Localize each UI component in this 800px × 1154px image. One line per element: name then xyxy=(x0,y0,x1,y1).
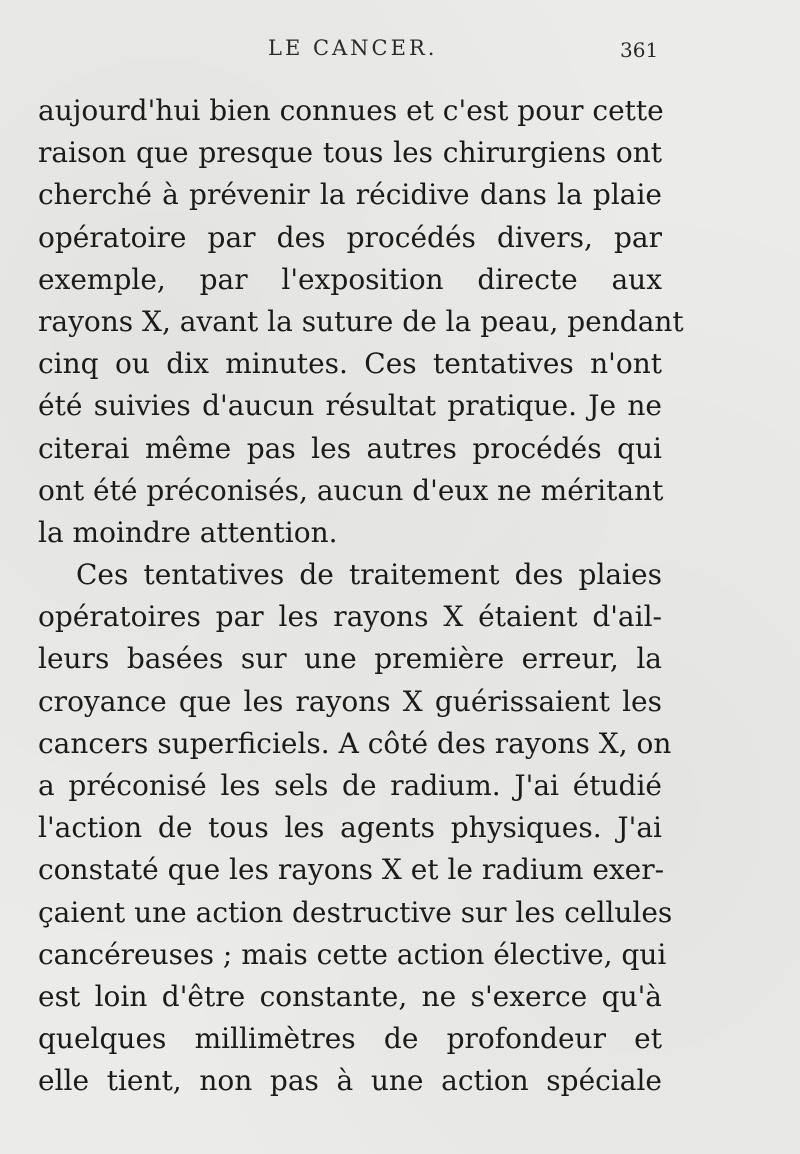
text-line: cancéreuses ; mais cette action élective, qui xyxy=(38,937,667,971)
text-line: opératoire par des procédés divers, par xyxy=(38,220,662,254)
text-line: exemple, par l'exposition directe aux xyxy=(38,262,662,296)
running-head xyxy=(0,36,800,66)
text-line: cinq ou dix minutes. Ces tentatives n'ont xyxy=(38,347,662,381)
text-line: été suivies d'aucun résultat pratique. Je ne xyxy=(38,389,662,423)
text-line: ont été préconisés, aucun d'eux ne méritant xyxy=(38,473,664,507)
text-line: opératoires par les rayons X étaient d'ail- xyxy=(38,600,662,634)
running-title: LE CANCER. xyxy=(268,36,438,60)
text-line: leurs basées sur une première erreur, la xyxy=(38,642,662,676)
text-line: a préconisé les sels de radium. J'ai étudié xyxy=(38,769,662,802)
text-line: croyance que les rayons X guérissaient les xyxy=(38,684,662,718)
body-text xyxy=(38,90,684,1103)
text-line: çaient une action destructive sur les cellules xyxy=(38,895,673,929)
text-line: Ces tentatives de traitement des plaies xyxy=(76,558,662,592)
page-number: 361 xyxy=(620,38,659,62)
text-line: l'action de tous les agents physiques. J'ai xyxy=(38,811,662,845)
text-line: cancers superficiels. A côté des rayons X, on xyxy=(38,726,672,760)
paragraph-2 xyxy=(38,554,673,1102)
text-line: raison que presque tous les chirurgiens ont xyxy=(38,136,662,170)
text-line: aujourd'hui bien connues et c'est pour cette xyxy=(38,94,664,127)
text-line: elle tient, non pas à une action spéciale xyxy=(38,1064,662,1098)
text-line: cherché à prévenir la récidive dans la plaie xyxy=(38,178,662,212)
text-line: constaté que les rayons X et le radium exer- xyxy=(38,853,665,887)
paragraph-1 xyxy=(38,90,684,554)
text-line: la moindre attention. xyxy=(38,515,338,549)
text-line: rayons X, avant la suture de la peau, pendant xyxy=(38,304,684,338)
text-line: quelques millimètres de profondeur et xyxy=(38,1022,662,1056)
text-line: citerai même pas les autres procédés qui xyxy=(38,431,662,465)
text-line: est loin d'être constante, ne s'exerce qu'à xyxy=(38,979,662,1013)
